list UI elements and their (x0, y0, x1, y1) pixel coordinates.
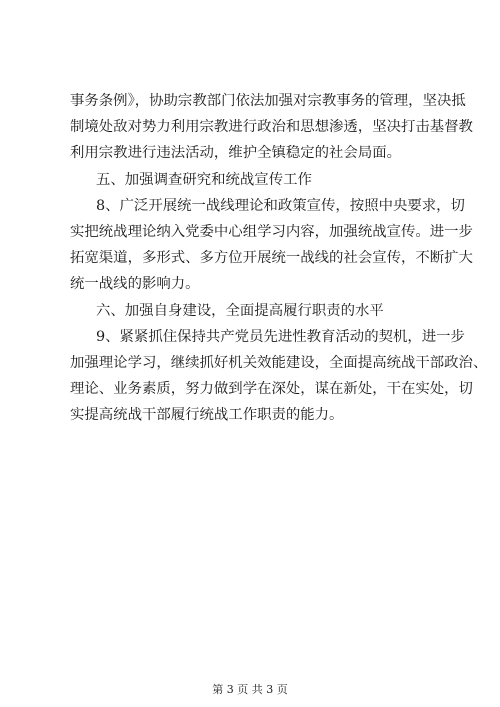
text-line: 理论、业务素质，努力做到学在深处，谋在新处，干在实处，切 (70, 381, 473, 398)
document-body (70, 88, 488, 428)
text-line: 9、紧紧抓住保持共产党员先进性教育活动的契机，进一步 (96, 328, 465, 345)
page-number-footer: 第 3 页 共 3 页 (212, 683, 288, 696)
section-heading: 五、加强调查研究和统战宣传工作 (96, 171, 312, 188)
text-line: 8、广泛开展统一战线理论和政策宣传，按照中央要求，切 (96, 197, 465, 214)
text-line: 利用宗教进行违法活动，维护全镇稳定的社会局面。 (70, 145, 401, 162)
text-line: 实把统战理论纳入党委中心组学习内容，加强统战宣传。进一步 (70, 223, 473, 240)
text-line: 加强理论学习，继续抓好机关效能建设，全面提高统战干部政治、 (70, 354, 488, 371)
section-heading: 六、加强自身建设，全面提高履行职责的水平 (96, 302, 384, 319)
text-line: 拓宽渠道，多形式、多方位开展统一战线的社会宣传，不断扩大 (70, 250, 473, 267)
text-line: 实提高统战干部履行统战工作职责的能力。 (70, 407, 344, 424)
text-line: 统一战线的影响力。 (70, 276, 200, 293)
text-line: 制境处敌对势力利用宗教进行政治和思想渗透，坚决打击基督教 (70, 119, 473, 136)
text-line: 事务条例》，协助宗教部门依法加强对宗教事务的管理，坚决抵 (70, 93, 466, 109)
